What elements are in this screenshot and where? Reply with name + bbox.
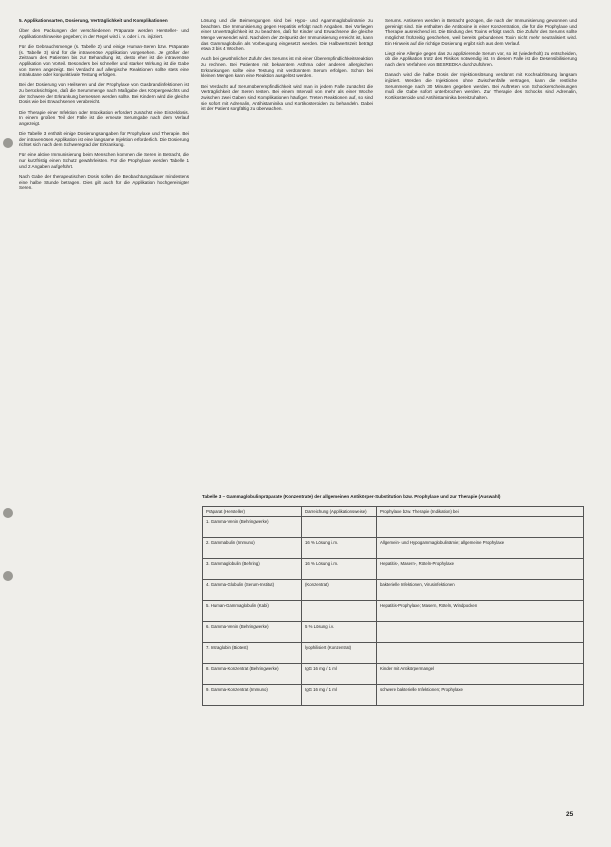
gammaglobulin-table [202,506,584,706]
paragraph: Die Therapie einer Infektion oder Intoxikation erfordert zunächst eine Einzeldosis. In einem großen Teil der Fälle ist die erneute Serumgabe nach dem Verlauf angezeigt. [19,109,189,126]
punch-hole [3,138,13,148]
table-cell: (Konzentrat) [302,579,377,600]
table-cell [377,621,584,642]
table-cell: Kinder mit Antikörpermangel [377,663,584,684]
paragraph: Liegt eine Allergie gegen das zu applizierende Serum vor, so ist (wiederholt) zu entscheiden, ob die Applikation trotz des Risikos notwendig ist. In diesem Falle ist die Desensibilisierung nach dem Verfahren von BESREDKA durchzuführen. [385,50,577,68]
table-cell: 5 % Lösung i.v. [302,621,377,642]
table-cell: IgG 16 mg / 1 ml [302,684,377,705]
paragraph: Nach Gabe der therapeutischen Dosis sollen die Beobachtungsdauer mindestens eine halbe Stunde betragen. Dies gilt auch für die Applikation hochgereinigter Seren. [19,173,189,191]
paragraph: Über den Packungen der verschiedenen Präparate werden Hersteller- und Applikationshinweise gegeben; in der Regel wird i. v. oder i. m. injiziert. [19,28,189,39]
paragraph: Serums. Antiseren werden in Betracht gezogen, die nach der Immunisierung gewonnen und gereinigt sind. Sie enthalten die Antitoxine in einer Konzentration, die für die Prophylaxe und Therapie ausreichend ist. Die Bindung des Toxins erfolgt rasch. Die Zufuhr des Serums sollte möglichst frühzeitig geschehen, weil bereits gebundenes Toxin nicht mehr neutralisiert wird. Ein Hinweis auf die richtige Dosierung ergibt sich aus dem Verlauf. [385,18,577,46]
table-row [203,537,584,558]
table-cell: Hepatitis-Prophylaxe; Masern, Röteln, Windpocken [377,600,584,621]
table-cell: IgG 16 mg / 1 ml [302,663,377,684]
table-row [203,558,584,579]
punch-hole [3,571,13,581]
table-section [202,494,584,706]
text-column-left [19,18,189,195]
paragraph: Für eine aktive Immunisierung beim Menschen kommen die Seren in Betracht, die nur kurzfristig einen Schutz gewährleisten. Für die Prophylaxe werden Tabelle 1 und 2 Angaben aufgeführt. [19,152,189,169]
table-row [203,621,584,642]
table-cell: Allgemein- und Hypogammaglobulinämie; allgemeine Prophylaxe [377,537,584,558]
table-cell: 3. Gammaglobulin (Behring) [203,558,302,579]
paragraph: Danach wird die halbe Dosis der Injektionslösung verdünnt mit Kochsalzlösung langsam injiziert. Werden die Injektionen ohne Zwischenfälle vertragen, kann die restliche Serummenge nach 30 Minuten gegeben werden. Bei Auftreten von Schockerscheinungen muß die Gabe sofort unterbrochen werden. Zur Therapie des Schocks sind Adrenalin, Kortikosteroide und Antihistaminika bereitzuhalten. [385,72,577,100]
table-header-cell: Darreichung (Applikationsweise) [302,506,377,516]
table-cell: 2. Gammabulin (Immuno) [203,537,302,558]
table-cell [377,516,584,537]
paragraph: Für die Gebrauchsmenge (s. Tabelle 2) und einige Human-Seren bzw. Präparate (s. Tabelle 3) sind für die intravenöse Applikation vorgesehen. Je größer der Zeitraum des Patienten bis zur Behandlung ist, desto eher ist die intravenöse Applikation von Vorteil. Besonders bei schneller und starker Wirkung ist die Gabe von Seren angezeigt. Bei Verdacht auf allergische Reaktionen sollte stets eine intrakutane oder konjunktivale Testung erfolgen. [19,43,189,78]
punch-hole [3,508,13,518]
table-row [203,516,584,537]
table-cell: 5. Human-Gammaglobulin (Kabi) [203,600,302,621]
text-column-middle [201,18,373,116]
table-cell: 6. Gamma-Venin (Behringwerke) [203,621,302,642]
paragraph: Bei Verdacht auf Serumüberempfindlichkeit wird man in jedem Falle zunächst die Verträglichkeit der Seren testen. Bei einem Intervall von mehr als einer Woche zwischen zwei Gaben sind Komplikationen häufiger. Treten Reaktionen auf, so sind sie sofort mit Adrenalin, Antihistaminika und Kortikosteroiden zu behandeln. Dabei ist der Patient sorgfältig zu überwachen. [201,83,373,112]
page-number: 25 [566,811,574,818]
table-cell: 4. Gamma-Globulin (Serum-Institut) [203,579,302,600]
table-header-row [203,506,584,516]
text-column-right [385,18,577,105]
table-cell: 16 % Lösung i.m. [302,558,377,579]
paragraph: Die Tabelle 3 enthält einige Dosierungsangaben für Prophylaxe und Therapie. Bei der intravenösen Applikation ist eine langsame Injektion erforderlich. Die Dosierung richtet sich nach dem Schweregrad der Erkrankung. [19,131,189,148]
table-cell: 7. Intraglobin (Biotest) [203,642,302,663]
table-cell [302,516,377,537]
table-cell: 1. Gamma-Venin (Behringwerke) [203,516,302,537]
table-row [203,579,584,600]
table-row [203,642,584,663]
table-cell: 9. Gamma-Konzentrat (Immuno) [203,684,302,705]
table-cell: lyophilisiert (Konzentrat) [302,642,377,663]
table-row [203,684,584,705]
paragraph: Lösung und die Beimengungen sind bei Hypo- und Agammaglobulinämie zu beachten. Die Immunisierung gegen Hepatitis erfolgt nach Angaben. Bei Vorliegen einer Unverträglichkeit ist zu beachten, daß für Kinder und Erwachsene die gleiche Menge verwendet wird. Nachdem der Zeitpunkt der Immunisierung erreicht ist, kann das Gammaglobulin als Vorbeugung eingesetzt werden. Die Halbwertszeit beträgt etwa 3 bis 4 Wochen. [201,18,373,52]
paragraph: Auch bei gewöhnlicher Zufuhr des Serums ist mit einer Überempfindlichkeitsreaktion zu rechnen. Bei Patienten mit bekanntem Asthma oder anderen allergischen Erkrankungen sollte eine Testung mit verdünntem Serum erfolgen. Schon bei kleinen Mengen kann eine Reaktion ausgelöst werden. [201,56,373,79]
table-header-cell: Präparat (Hersteller) [203,506,302,516]
table-cell: Hepatitis-, Masern-, Röteln-Prophylaxe [377,558,584,579]
paragraph: Bei der Dosierung von Heilseren und der Prophylaxe von Gasbrandinfektionen ist zu berücksichtigen, daß die Serummenge nach Maßgabe des Körpergewichts und der Schwere der Erkrankung bemessen werden sollte. Bei Kindern wird die gleiche Dosis wie bei Erwachsenen verabreicht. [19,82,189,105]
table-cell: 8. Gamma-Konzentrat (Behringwerke) [203,663,302,684]
table-cell [377,642,584,663]
table-caption: Tabelle 3 – Gammaglobulinpräparate (Konzentrate) der allgemeinen Antikörper-Substitution bzw. Prophylaxe und zur Therapie (Auswahl) [202,494,501,499]
table-header-cell: Prophylaxe bzw. Therapie (Indikation) bei [377,506,584,516]
table-cell: schwere bakterielle Infektionen; Prophylaxe [377,684,584,705]
table-row [203,600,584,621]
table-cell: 16 % Lösung i.m. [302,537,377,558]
table-cell [302,600,377,621]
section-heading: 5. Applikationsarten, Dosierung, Verträglichkeit und Komplikationen [19,18,168,23]
table-cell: bakterielle Infektionen, Virusinfektionen [377,579,584,600]
table-row [203,663,584,684]
